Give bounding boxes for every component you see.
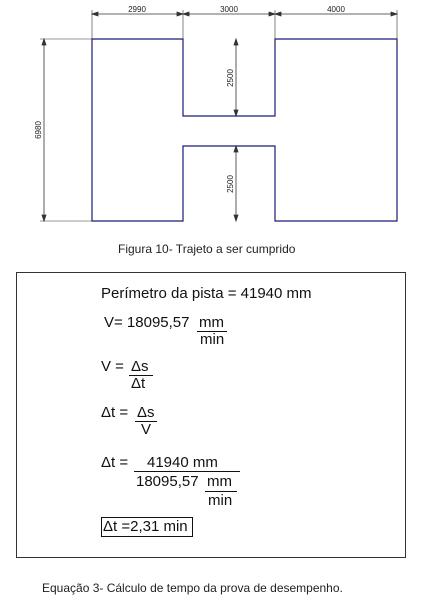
time-calc-denominator-value: 18095,57 [136, 473, 199, 490]
result-text: Δt =2,31 min [103, 518, 188, 535]
dim-top-middle: 3000 [220, 5, 238, 14]
track-outline [92, 39, 397, 221]
velocity-definition-denominator: Δt [131, 375, 146, 392]
dim-top-left: 2990 [128, 5, 146, 14]
velocity-unit-denominator: min [200, 331, 225, 348]
height-dimension [40, 39, 92, 221]
time-calc-lhs: Δt = [101, 454, 129, 471]
velocity-definition-numerator: Δs [131, 358, 149, 375]
time-calc-bar [134, 471, 240, 472]
time-definition-numerator: Δs [137, 404, 155, 421]
time-definition-denominator: V [141, 421, 152, 438]
dim-top-right: 4000 [327, 5, 345, 14]
time-calc-denominator-unit-numerator: mm [207, 473, 232, 490]
equation-caption: Equação 3- Cálculo de tempo da prova de desempenho. [42, 581, 343, 595]
figure-caption: Figura 10- Trajeto a ser cumprido [118, 242, 296, 256]
top-dimension [92, 10, 397, 39]
dim-upper-slot: 2500 [226, 69, 235, 87]
track-drawing [0, 0, 423, 240]
dim-lower-slot: 2500 [226, 175, 235, 193]
dim-height: 6980 [34, 121, 43, 139]
velocity-definition-lhs: V = [101, 358, 124, 375]
velocity-unit-numerator: mm [199, 314, 224, 331]
time-calc-numerator: 41940 mm [147, 454, 218, 471]
velocity-value: V= 18095,57 [104, 314, 190, 331]
time-calc-denominator-unit-denominator: min [208, 492, 233, 509]
time-definition-lhs: Δt = [101, 404, 129, 421]
perimeter-text: Perímetro da pista = 41940 mm [101, 285, 312, 302]
